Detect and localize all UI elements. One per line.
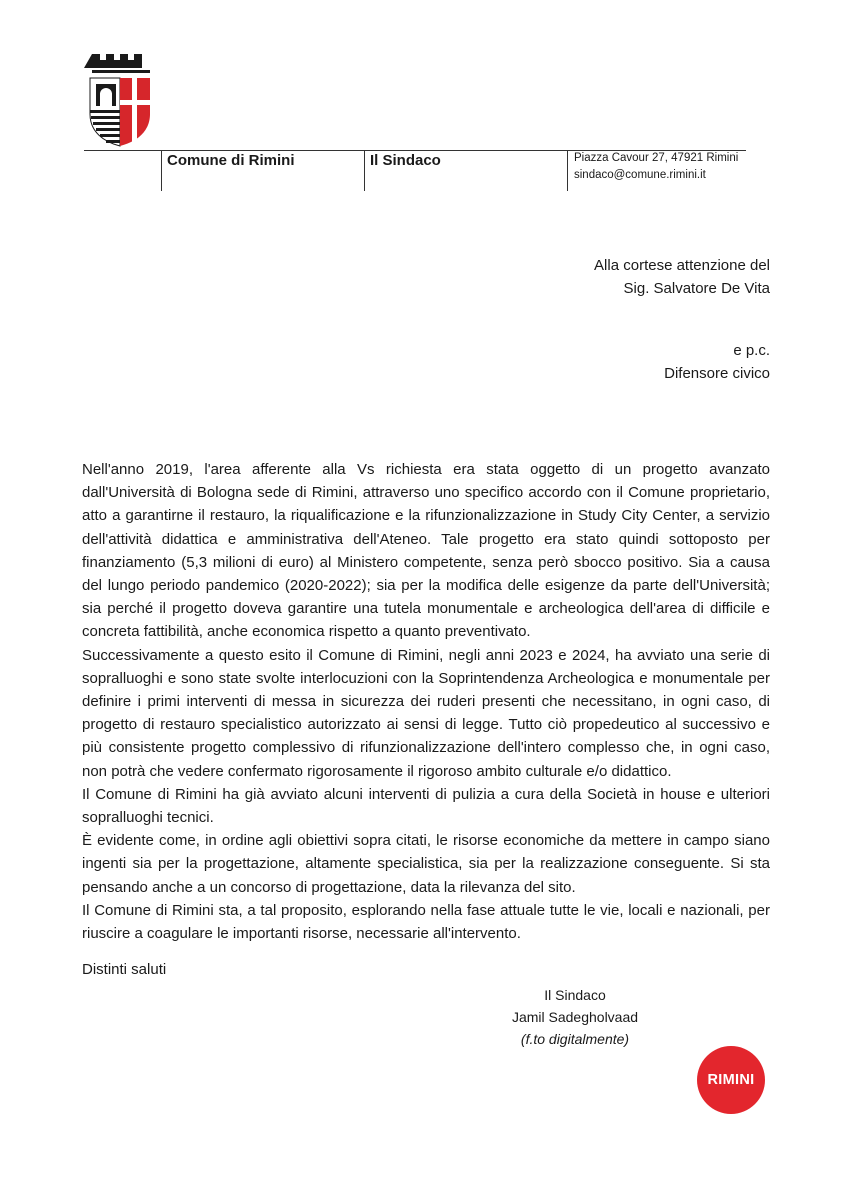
rimini-crest-icon <box>84 50 156 148</box>
signer-title: Il Sindaco <box>544 987 606 1003</box>
body-paragraph: È evidente come, in ordine agli obiettivi sopra citati, le risorse economiche da mettere in campo siano ingenti sia per la progettazione, altamente specialistica, sia per la realizzazione conseguente. Si sta pensando anche a un concorso di progettazione, data la rilevanza del sito. <box>82 832 770 896</box>
header-divider <box>161 150 162 191</box>
body-paragraph: Il Comune di Rimini ha già avviato alcuni interventi di pulizia a cura della Società in house e ulteriori sopralluoghi tecnici. <box>82 785 770 827</box>
cc-name: Difensore civico <box>664 365 770 382</box>
cc-block <box>664 339 770 385</box>
office-email: sindaco@comune.rimini.it <box>574 169 706 181</box>
header-divider <box>364 150 365 191</box>
body-paragraph: Il Comune di Rimini sta, a tal proposito, esplorando nella fase attuale tutte le vie, locali e nazionali, per riuscire a coagulare le importanti risorse, necessarie all'intervento. <box>82 901 770 943</box>
closing-salutation: Distinti saluti <box>82 961 167 978</box>
recipient-block <box>594 254 770 300</box>
office-title: Il Sindaco <box>370 152 441 169</box>
recipient-line: Alla cortese attenzione del <box>594 257 770 274</box>
org-name: Comune di Rimini <box>167 152 295 169</box>
body-paragraph: Successivamente a questo esito il Comune di Rimini, negli anni 2023 e 2024, ha avviato una serie di sopralluoghi e sono state svolte interlocuzioni con la Soprintendenza Archeologica e monumentale per definire i primi interventi di messa in sicurezza dei ruderi presenti che necessitano, in ogni caso, di progetto di restauro specialistico autorizzato ai sensi di legge. Tutto ciò propedeutico al successivo e più consistente progetto complessivo di rifunzionalizzazione dell'intero complesso che, in ogni caso, non potrà che vedere confermato rigorosamente il rigoroso ambito culturale e/o didattico. <box>82 646 770 780</box>
signature-note: (f.to digitalmente) <box>520 1031 630 1047</box>
rimini-seal-icon <box>697 1046 765 1114</box>
body-paragraph: Nell'anno 2019, l'area afferente alla Vs richiesta era stata oggetto di un progetto avanzato dall'Università di Bologna sede di Rimini, attraverso uno specifico accordo con il Comune proprietario, atto a garantirne il restauro, la riqualificazione e la rifunzionalizzazione in Study City Center, a servizio dell'attività didattica e amministrativa dell'Ateneo. Tale progetto era stato quindi sottoposto per finanziamento (5,3 milioni di euro) al Ministero competente, senza però sbocco positivo. Sia a causa del lungo periodo pandemico (2020-2022); sia per la modifica delle esigenze da parte dell'Università; sia perché il progetto doveva garantire una tutela monumentale e archeologica dell'area di difficile e concreta fattibilità, anche economica rispetto a quanto preventivato. <box>82 461 770 641</box>
recipient-name: Sig. Salvatore De Vita <box>623 280 770 297</box>
office-address: Piazza Cavour 27, 47921 Rimini <box>574 152 739 164</box>
cc-label: e p.c. <box>733 342 770 359</box>
letter-body <box>82 458 770 945</box>
seal-text: RIMINI <box>707 1072 755 1088</box>
signature-block <box>480 984 670 1050</box>
header-divider <box>567 150 568 191</box>
signer-name: Jamil Sadegholvaad <box>511 1009 639 1025</box>
